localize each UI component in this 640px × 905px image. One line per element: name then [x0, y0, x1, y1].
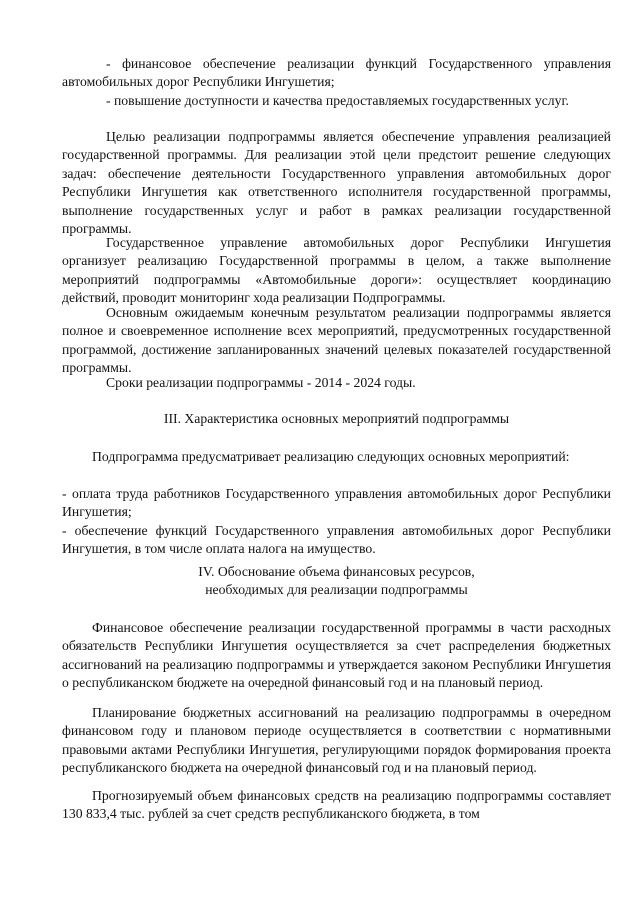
paragraph-measure-salary: - оплата труда работников Государственного управления автомобильных дорог Республики Ингушетия;: [62, 486, 611, 520]
paragraph-bullet-financing: - финансовое обеспечение реализации функций Государственного управления автомобильных дорог Республики Ингушетия;: [62, 56, 611, 90]
paragraph-bullet-services: - повышение доступности и качества предоставляемых государственных услуг.: [106, 93, 569, 108]
paragraph-expected-result: Основным ожидаемым конечным результатом реализации подпрограммы является полное и своевременное исполнение всех мероприятий, предусмотренных государственной программой, достижение запланированных значений целевых показателей государственной программы.: [62, 305, 611, 376]
paragraph-planning: Планирование бюджетных ассигнований на реализацию подпрограммы в очередном финансовом году и плановом периоде осуществляется в соответствии с нормативными правовыми актами Республики Ингушетия, регулирующими порядок формирования проекта республиканского бюджета на очередной финансовый год и на плановый период.: [62, 705, 611, 776]
paragraph-timeframe: Сроки реализации подпрограммы - 2014 - 2024 годы.: [106, 375, 416, 390]
section-heading-4-line2: необходимых для реализации подпрограммы: [205, 582, 468, 597]
paragraph-goal: Целью реализации подпрограммы является обеспечение управления реализацией государственной программы. Для реализации этой цели предстоит решение следующих задач: обеспечение деятельности Государственного управления автомобильных дорог Республики Ингушетия как ответственного исполнителя государственной программы, выполнение государственных услуг и работ в рамках реализации государственной программы.: [62, 129, 611, 237]
paragraph-forecast: Прогнозируемый объем финансовых средств на реализацию подпрограммы составляет 130 833,4 тыс. рублей за счет средств республиканского бюджета, в том: [62, 788, 611, 822]
paragraph-measures-intro: Подпрограмма предусматривает реализацию следующих основных мероприятий:: [92, 449, 570, 464]
paragraph-organization: Государственное управление автомобильных дорог Республики Ингушетия организует реализацию Государственной программы в целом, а также выполнение мероприятий подпрограммы «Автомобильные дороги»: осуществляет координацию действий, проводит мониторинг хода реализации Подпрограммы.: [62, 235, 611, 306]
section-heading-4-line1: IV. Обоснование объема финансовых ресурсов,: [198, 564, 475, 579]
paragraph-financing: Финансовое обеспечение реализации государственной программы в части расходных обязательств Республики Ингушетия осуществляется за счет распределения бюджетных ассигнований на реализацию подпрограммы и утверждается законом Республики Ингушетия о республиканском бюджете на очередной финансовый год и на плановый период.: [62, 620, 611, 691]
paragraph-measure-functions: - обеспечение функций Государственного управления автомобильных дорог Республики Ингушетия, в том числе оплата налога на имущество.: [62, 523, 611, 557]
section-heading-3: III. Характеристика основных мероприятий подпрограммы: [163, 411, 510, 426]
